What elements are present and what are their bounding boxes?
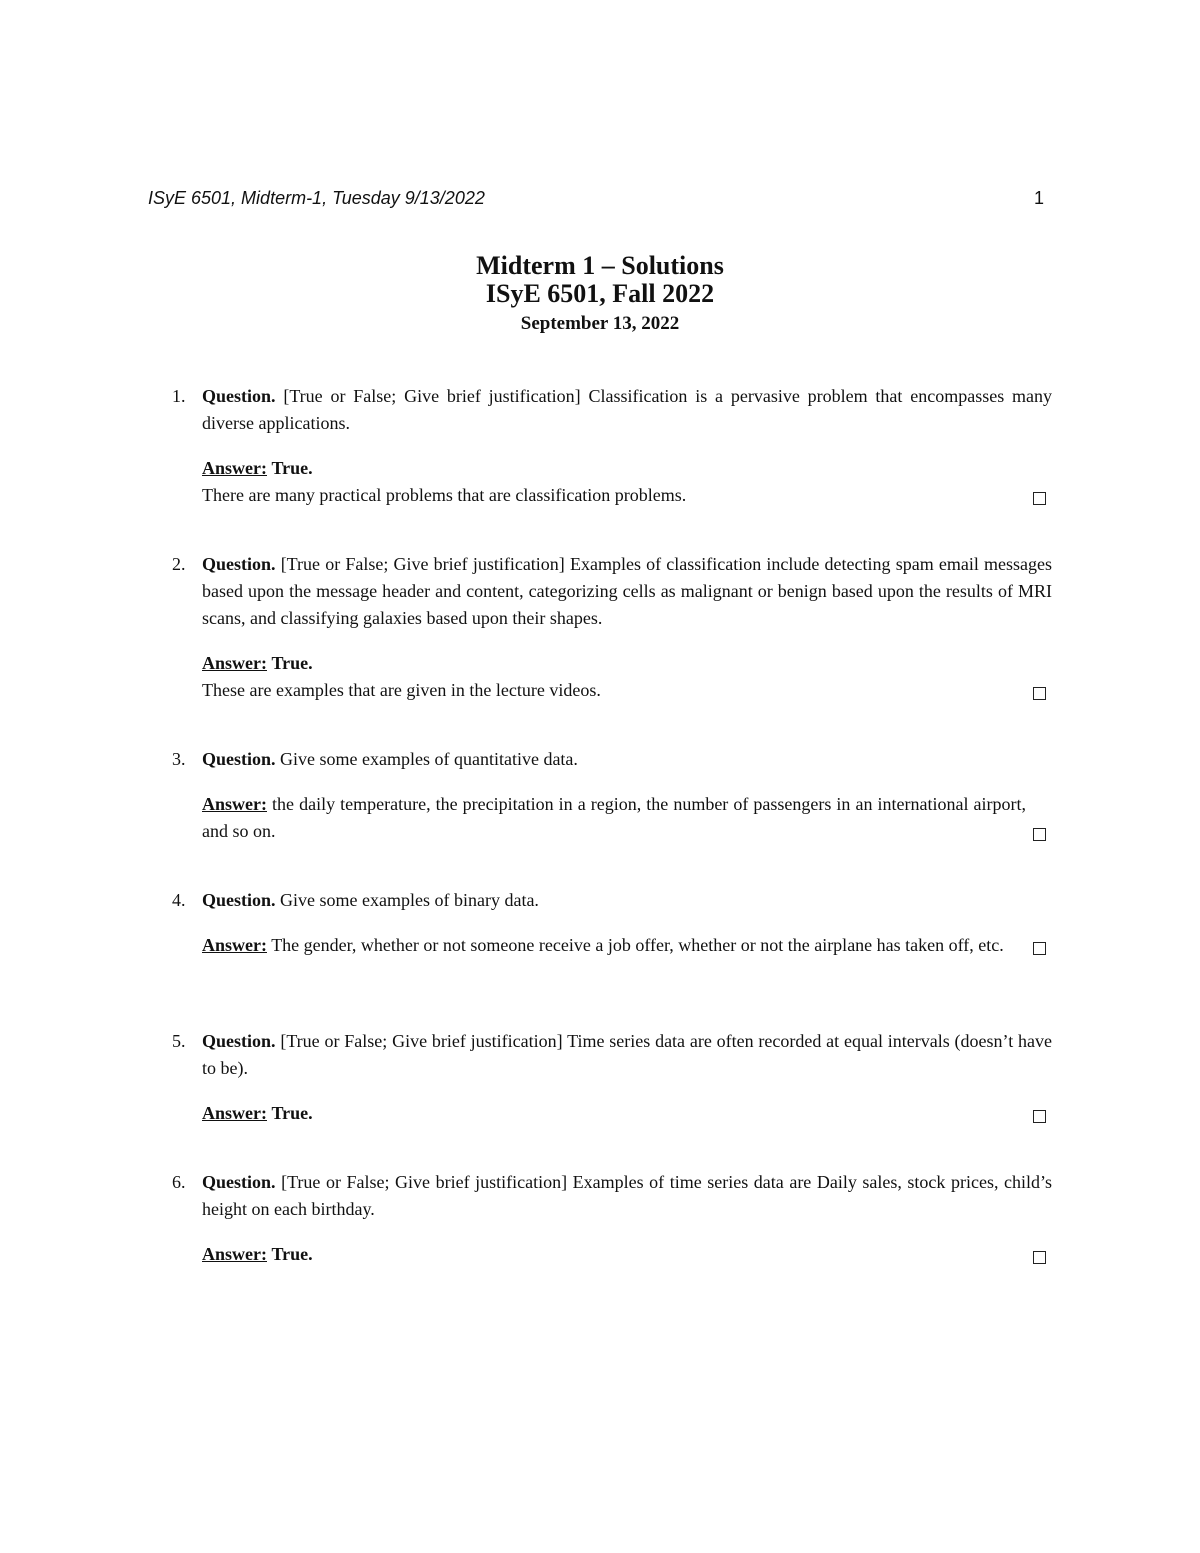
question-item (172, 383, 1052, 509)
question-text (202, 887, 1052, 914)
question-body: Give some examples of quantitative data. (280, 749, 578, 769)
question-number: 5. (172, 1031, 186, 1051)
answer-verdict: True. (271, 1244, 313, 1264)
question-number: 3. (172, 749, 186, 769)
question-label: Question. (202, 386, 276, 406)
qed-box-icon (1033, 828, 1046, 841)
answer-label: Answer: (202, 458, 267, 478)
question-body: [True or False; Give brief justification] Examples of time series data are Daily sales, stock prices, child’s height on each birthday. (202, 1172, 1053, 1219)
question-item (172, 1169, 1052, 1268)
question-number: 2. (172, 554, 186, 574)
answer-verdict: True. (271, 653, 313, 673)
document-title: Midterm 1 – Solutions (476, 251, 724, 280)
question-label: Question. (202, 1031, 276, 1051)
answer-verdict: True. (271, 1103, 313, 1123)
title-block (0, 252, 1200, 338)
question-label: Question. (202, 1172, 276, 1192)
question-item (172, 1028, 1052, 1127)
answer-block (202, 791, 1052, 845)
question-number: 6. (172, 1172, 186, 1192)
running-header: ISyE 6501, Midterm-1, Tuesday 9/13/2022 (148, 188, 485, 208)
question-item (172, 887, 1052, 959)
question-label: Question. (202, 554, 276, 574)
question-body: [True or False; Give brief justification] Time series data are often recorded at equal intervals (doesn’t have to be). (202, 1031, 1052, 1078)
question-label: Question. (202, 890, 276, 910)
answer-text: There are many practical problems that are classification problems. (202, 485, 687, 505)
question-body: [True or False; Give brief justification] Classification is a pervasive problem that encompasses many diverse applications. (202, 386, 1052, 433)
answer-block (202, 1100, 1052, 1127)
question-item (172, 551, 1052, 704)
answer-block (202, 650, 1052, 704)
qed-box-icon (1033, 1251, 1046, 1264)
answer-verdict: True. (271, 458, 313, 478)
answer-block (202, 455, 1052, 509)
answer-block (202, 1241, 1052, 1268)
question-body: Give some examples of binary data. (280, 890, 539, 910)
qed-box-icon (1033, 687, 1046, 700)
qed-box-icon (1033, 1110, 1046, 1123)
answer-label: Answer: (202, 1244, 267, 1264)
answer-block (202, 932, 1052, 959)
question-text (202, 1169, 1052, 1223)
answer-text: The gender, whether or not someone receive a job offer, whether or not the airplane has taken off, etc. (271, 935, 1004, 955)
course-title: ISyE 6501, Fall 2022 (485, 279, 715, 308)
page-number: 1 (1033, 188, 1044, 208)
question-number: 4. (172, 890, 186, 910)
question-number: 1. (172, 386, 186, 406)
answer-label: Answer: (202, 935, 267, 955)
question-label: Question. (202, 749, 276, 769)
answer-text: the daily temperature, the precipitation in a region, the number of passengers in an international airport, and so on. (202, 794, 1026, 841)
question-text (202, 551, 1052, 632)
page-header (148, 188, 1048, 214)
question-text (202, 746, 1052, 773)
answer-label: Answer: (202, 794, 267, 814)
question-text (202, 1028, 1052, 1082)
exam-date: September 13, 2022 (520, 313, 680, 334)
qed-box-icon (1033, 942, 1046, 955)
question-body: [True or False; Give brief justification] Examples of classification include detecting spam email messages based upon the message header and content, categorizing cells as malignant or benign based upon the results of MRI scans, and classifying galaxies based upon their shapes. (202, 554, 1052, 628)
answer-label: Answer: (202, 653, 267, 673)
answer-text: These are examples that are given in the lecture videos. (202, 680, 601, 700)
question-item (172, 746, 1052, 845)
question-text (202, 383, 1052, 437)
answer-label: Answer: (202, 1103, 267, 1123)
qed-box-icon (1033, 492, 1046, 505)
